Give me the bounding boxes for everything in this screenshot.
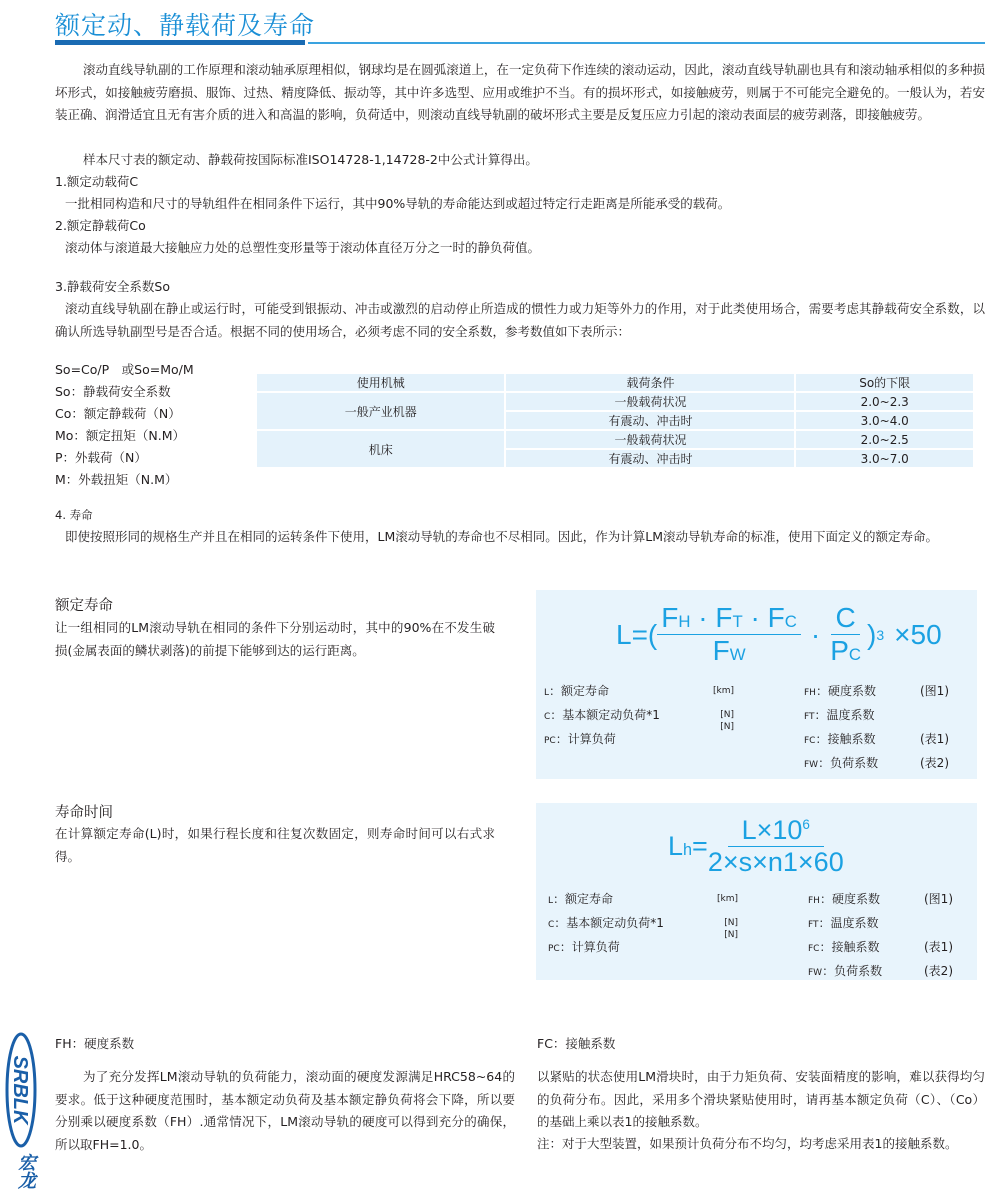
svg-text:SRBLK: SRBLK <box>9 1055 31 1125</box>
s3-text: 滚动直线导轨副在静止或运行时，可能受到银振动、冲击或激烈的启动停止所造成的惯性力或力矩等外力的作用，对于此类使用场合，需要考虑其静载荷安全系数，以确认所选导轨副型号是否合适。根据不同的使用场合，必须考虑不同的安全系数，参考数值如下表所示： <box>55 301 985 339</box>
s4-text: 即使按照形同的规格生产并且在相同的运转条件下使用，LM滚动导轨的寿命也不尽相同。因此，作为计算LM滚动导轨寿命的标准，使用下面定义的额定寿命。 <box>65 529 939 544</box>
so-cell: 2.0~2.5 <box>795 430 974 449</box>
lifetime-text: 在计算额定寿命(L)时，如果行程长度和往复次数固定，则寿命时间可以右式求得。 <box>55 826 495 864</box>
s2-heading: 2.额定静载荷Co <box>55 218 146 233</box>
so-cell: 2.0~2.3 <box>795 392 974 411</box>
condition-cell: 一般载荷状况 <box>505 430 795 449</box>
numerator: FH · FT · FC <box>657 602 801 635</box>
machine-cell: 机床 <box>256 430 505 468</box>
legend-left: L：额定寿命 [km] C：基本额定动负荷*1 [N] PC：计算负荷 [N] <box>548 892 738 954</box>
dot: · <box>810 618 821 650</box>
so-cell: 3.0~4.0 <box>795 411 974 430</box>
rated-life-formula-box <box>536 590 977 779</box>
intro-paragraph: 滚动直线导轨副的工作原理和滚动轴承原理相似，钢球均是在圆弧滚道上，在一定负荷下作连续的滚动运动，因此，滚动直线导轨副也具有和滚动轴承相似的多种损坏形式，如接触疲劳磨损、服饰、过热、精度降低、振动等，其中许多选型、应用或维护不当。有的损坏形式，如接触疲劳，则属于不可能完全避免的。一般认为，若安装正确、润滑适宜且无有害介质的进入和高温的影响，负荷适中，则滚动直线导轨副的破坏形式主要是反复压应力引起的滚动表面层的疲劳剥落，即接触疲劳。 <box>55 62 985 122</box>
fc-note: 注：对于大型装置，如果预计负荷分布不均匀，均考虑采用表1的接触系数。 <box>537 1136 958 1151</box>
def-formula: So=Co/P 或So=Mo/M <box>55 362 194 377</box>
lifetime-formula-box <box>536 803 977 980</box>
fc-text: 以紧贴的状态使用LM滑块时，由于力矩负荷、安装面精度的影响，难以获得均匀的负荷分布。因此，采用多个滑块紧贴使用时，请再基本额定负荷（C）、（Co）的基础上乘以表1的接触系数。 <box>537 1069 985 1129</box>
header-condition: 载荷条件 <box>505 373 795 392</box>
def-so: So：静载荷安全系数 <box>55 384 171 399</box>
legend-right: FH：硬度系数 (图1) FT：温度系数 FC：接触系数 (表1) FW：负荷系数 (表2) <box>808 892 953 978</box>
s4-heading: 4. 寿命 <box>55 508 93 522</box>
def-m: M：外载扭矩（N.M） <box>55 472 178 487</box>
denominator: FW <box>712 635 746 666</box>
lifetime-fraction: $\frac{L\times 10^6}{2\times s\times n1\times 60}$ <box>707 815 844 877</box>
fraction-factors <box>657 602 801 667</box>
company-logo <box>4 1030 38 1195</box>
header-machine: 使用机械 <box>256 373 505 392</box>
lifetime-heading: 寿命时间 <box>55 805 113 821</box>
title-underline-thin <box>308 42 985 44</box>
legend-right: FH：硬度系数 (图1) FT：温度系数 FC：接触系数 (表1) FW：负荷系数 (表2) <box>804 684 949 770</box>
rated-life-heading: 额定寿命 <box>55 598 113 614</box>
rated-life-text: 让一组相同的LM滚动导轨在相同的条件下分别运动时，其中的90%在不发生破损(金属表面的鳞状剥落)的前提下能够到达的运行距离。 <box>55 620 495 658</box>
rated-life-formula: L=( $\frac{FH \cdot FT \cdot FC}{FW}$ · $\frac{C}{PC}$ ) 3 ×50 <box>616 602 942 666</box>
fc-heading: FC：接触系数 <box>537 1036 616 1051</box>
logo-mark <box>4 1030 38 1150</box>
def-co: Co：额定静载荷（N） <box>55 406 181 421</box>
page-title: 额定动、静载荷及寿命 <box>55 11 316 40</box>
header-so: So的下限 <box>795 373 974 392</box>
def-mo: Mo：额定扭矩（N.M） <box>55 428 186 443</box>
table-header-row <box>256 373 974 392</box>
machine-cell: 一般产业机器 <box>256 392 505 430</box>
s1-heading: 1.额定动载荷C <box>55 174 139 189</box>
fh-text: 为了充分发挥LM滚动导轨的负荷能力，滚动面的硬度发源满足HRC58~64的要求。低于这种硬度范围时，基本额定动负荷及基本额定静负荷将会下降，所以要分别乘以硬度系数（FH）.通常情况下，LM滚动导轨的硬度可以得到充分的确保，所以取FH=1.0。 <box>55 1069 515 1152</box>
def-p: P：外载荷（N） <box>55 450 147 465</box>
condition-cell: 一般载荷状况 <box>505 392 795 411</box>
legend-left: L：额定寿命 [km] C：基本额定动负荷*1 [N] PC：计算负荷 [N] <box>544 684 734 746</box>
condition-cell: 有震动、冲击时 <box>505 411 795 430</box>
logo-chinese-mark: 宏龙 <box>15 1153 36 1189</box>
table-row <box>256 392 974 411</box>
condition-cell: 有震动、冲击时 <box>505 449 795 468</box>
lifetime-formula: L h = $\frac{L\times 10^6}{2\times s\times n1\times 60}$ <box>668 815 844 877</box>
safety-factor-table <box>255 372 975 469</box>
so-cell: 3.0~7.0 <box>795 449 974 468</box>
so-definitions <box>55 359 255 491</box>
formula-lhs: L=( <box>616 618 658 650</box>
s1-text: 一批相同构造和尺寸的导轨组件在相同条件下运行，其中90%导轨的寿命能达到或超过特定行走距离是所能承受的载荷。 <box>65 196 731 211</box>
fraction-load: $\frac{C}{PC}$ <box>830 602 862 666</box>
fh-heading: FH：硬度系数 <box>55 1036 135 1051</box>
s3-heading: 3.静载荷安全系数So <box>55 279 171 294</box>
title-underline-thick <box>55 40 305 45</box>
s2-text: 滚动体与滚道最大接触应力处的总塑性变形量等于滚动体直径万分之一时的静负荷值。 <box>65 240 541 255</box>
intro-standard: 样本尺寸表的额定动、静载荷按国际标准ISO14728-1,14728-2中公式计算得出。 <box>83 152 538 167</box>
table-row <box>256 430 974 449</box>
